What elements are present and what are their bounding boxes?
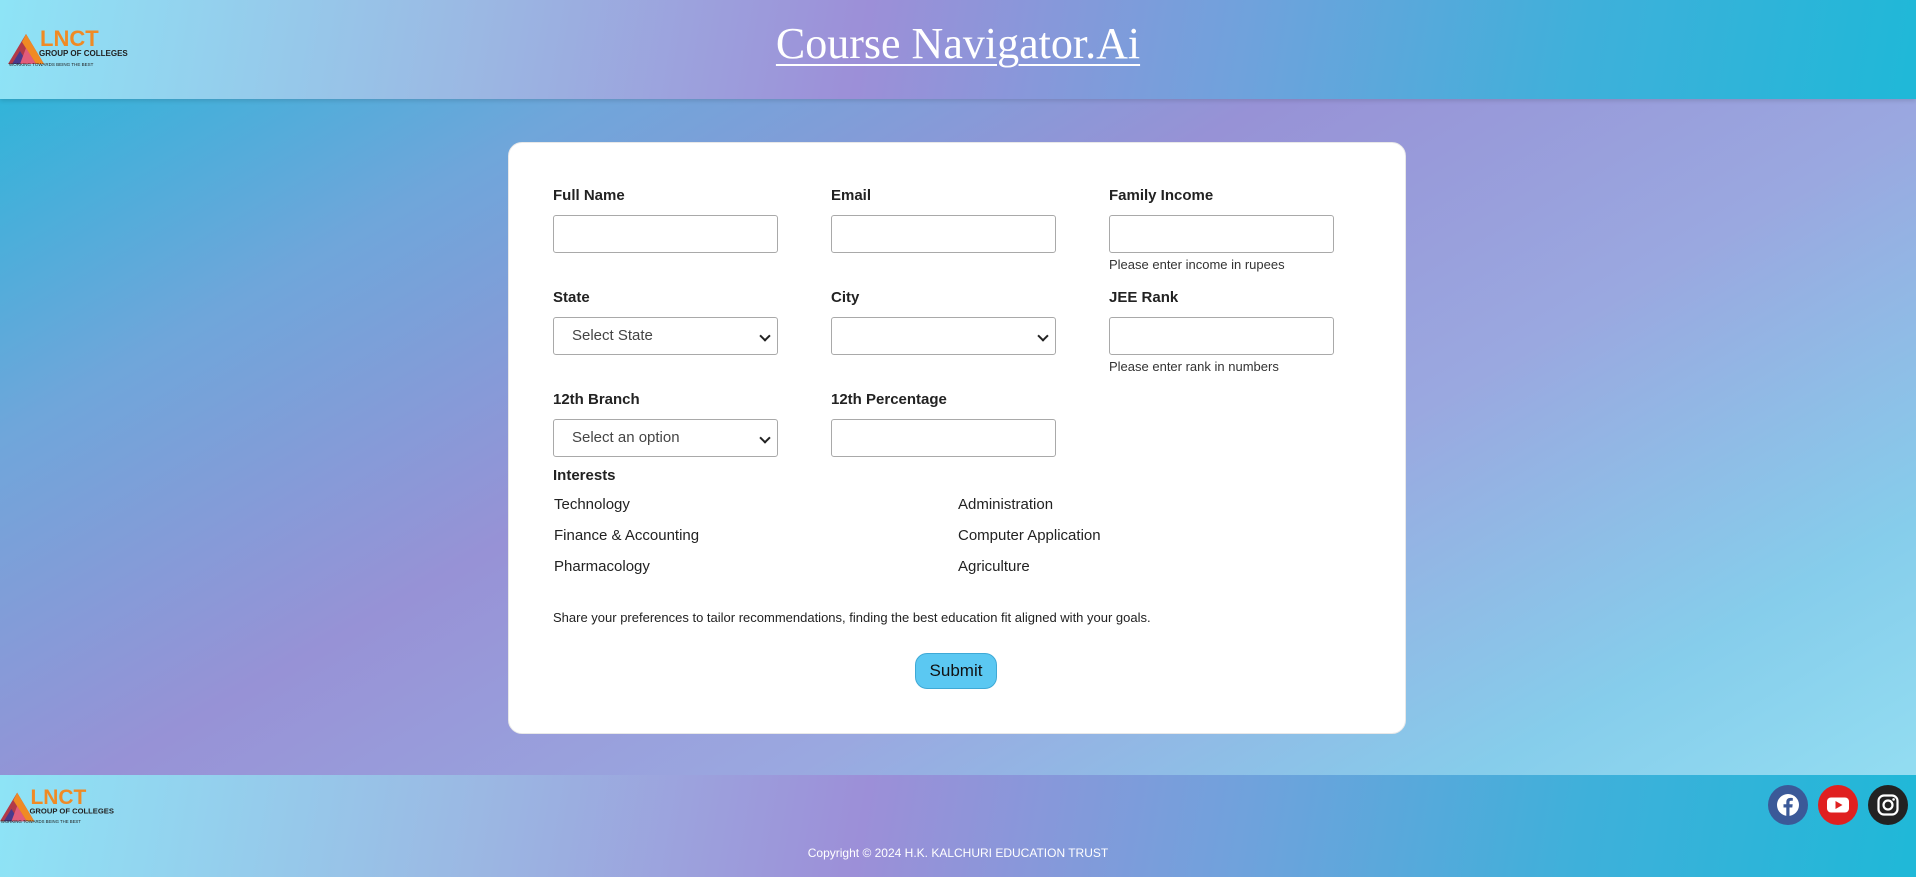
course-form: [508, 142, 1406, 734]
lnct-logo[interactable]: [0, 783, 120, 829]
svg-text:WORKING TOWARDS BEING THE BEST: WORKING TOWARDS BEING THE BEST: [0, 819, 81, 825]
state-label: State: [553, 289, 590, 306]
full-name-group: [553, 187, 778, 253]
percentage-12th-label: 12th Percentage: [831, 391, 947, 408]
svg-text:LNCT: LNCT: [30, 786, 87, 810]
facebook-icon: [1768, 785, 1808, 825]
branch-12th-select[interactable]: [553, 419, 778, 457]
interest-option-administration[interactable]: Administration: [958, 496, 1054, 513]
interests-label: Interests: [553, 467, 616, 484]
chevron-down-icon: [759, 330, 770, 341]
interest-option-pharmacology[interactable]: Pharmacology: [554, 558, 650, 575]
percentage-12th-input[interactable]: [831, 419, 1056, 457]
svg-text:LNCT: LNCT: [40, 26, 99, 51]
jee-rank-group: [1109, 289, 1334, 374]
submit-button[interactable]: Submit: [915, 653, 997, 689]
youtube-link[interactable]: [1818, 785, 1858, 825]
state-group: [553, 289, 778, 355]
percentage-12th-group: [831, 391, 1056, 457]
chevron-down-icon: [759, 432, 770, 443]
svg-text:GROUP OF COLLEGES: GROUP OF COLLEGES: [29, 806, 114, 816]
facebook-link[interactable]: [1768, 785, 1808, 825]
jee-rank-input[interactable]: [1109, 317, 1334, 355]
page-title[interactable]: Course Navigator.Ai: [775, 19, 1141, 68]
full-name-input[interactable]: [553, 215, 778, 253]
instagram-icon: [1868, 785, 1908, 825]
branch-12th-label: 12th Branch: [553, 391, 640, 408]
city-label: City: [831, 289, 860, 306]
interest-option-technology[interactable]: Technology: [554, 496, 630, 513]
family-income-group: [1109, 187, 1334, 272]
branch-12th-selected-value: Select an option: [572, 429, 680, 446]
email-group: [831, 187, 1056, 253]
city-group: [831, 289, 1056, 355]
footer: [0, 775, 1916, 877]
instagram-link[interactable]: [1868, 785, 1908, 825]
jee-rank-label: JEE Rank: [1109, 289, 1179, 306]
state-selected-value: Select State: [572, 327, 653, 344]
svg-text:WORKING TOWARDS BEING THE BEST: WORKING TOWARDS BEING THE BEST: [9, 62, 94, 67]
chevron-down-icon: [1037, 330, 1048, 341]
branch-12th-group: [553, 391, 778, 457]
email-input[interactable]: [831, 215, 1056, 253]
copyright-text: Copyright © 2024 H.K. KALCHURI EDUCATION TRUST: [807, 846, 1109, 860]
family-income-input[interactable]: [1109, 215, 1334, 253]
state-select[interactable]: [553, 317, 778, 355]
preferences-note: Share your preferences to tailor recommendations, finding the best education fit aligned with your goals.: [553, 610, 1151, 625]
interest-option-agriculture[interactable]: Agriculture: [958, 558, 1030, 575]
header: [0, 0, 1916, 99]
svg-text:GROUP OF COLLEGES: GROUP OF COLLEGES: [39, 49, 128, 58]
family-income-hint: Please enter income in rupees: [1109, 257, 1285, 272]
jee-rank-hint: Please enter rank in numbers: [1109, 359, 1279, 374]
family-income-label: Family Income: [1109, 187, 1214, 204]
interest-option-computer-application[interactable]: Computer Application: [958, 527, 1101, 544]
interest-option-finance-accounting[interactable]: Finance & Accounting: [554, 527, 700, 544]
full-name-label: Full Name: [553, 187, 625, 204]
email-label: Email: [831, 187, 872, 204]
city-select[interactable]: [831, 317, 1056, 355]
youtube-icon: [1818, 785, 1858, 825]
